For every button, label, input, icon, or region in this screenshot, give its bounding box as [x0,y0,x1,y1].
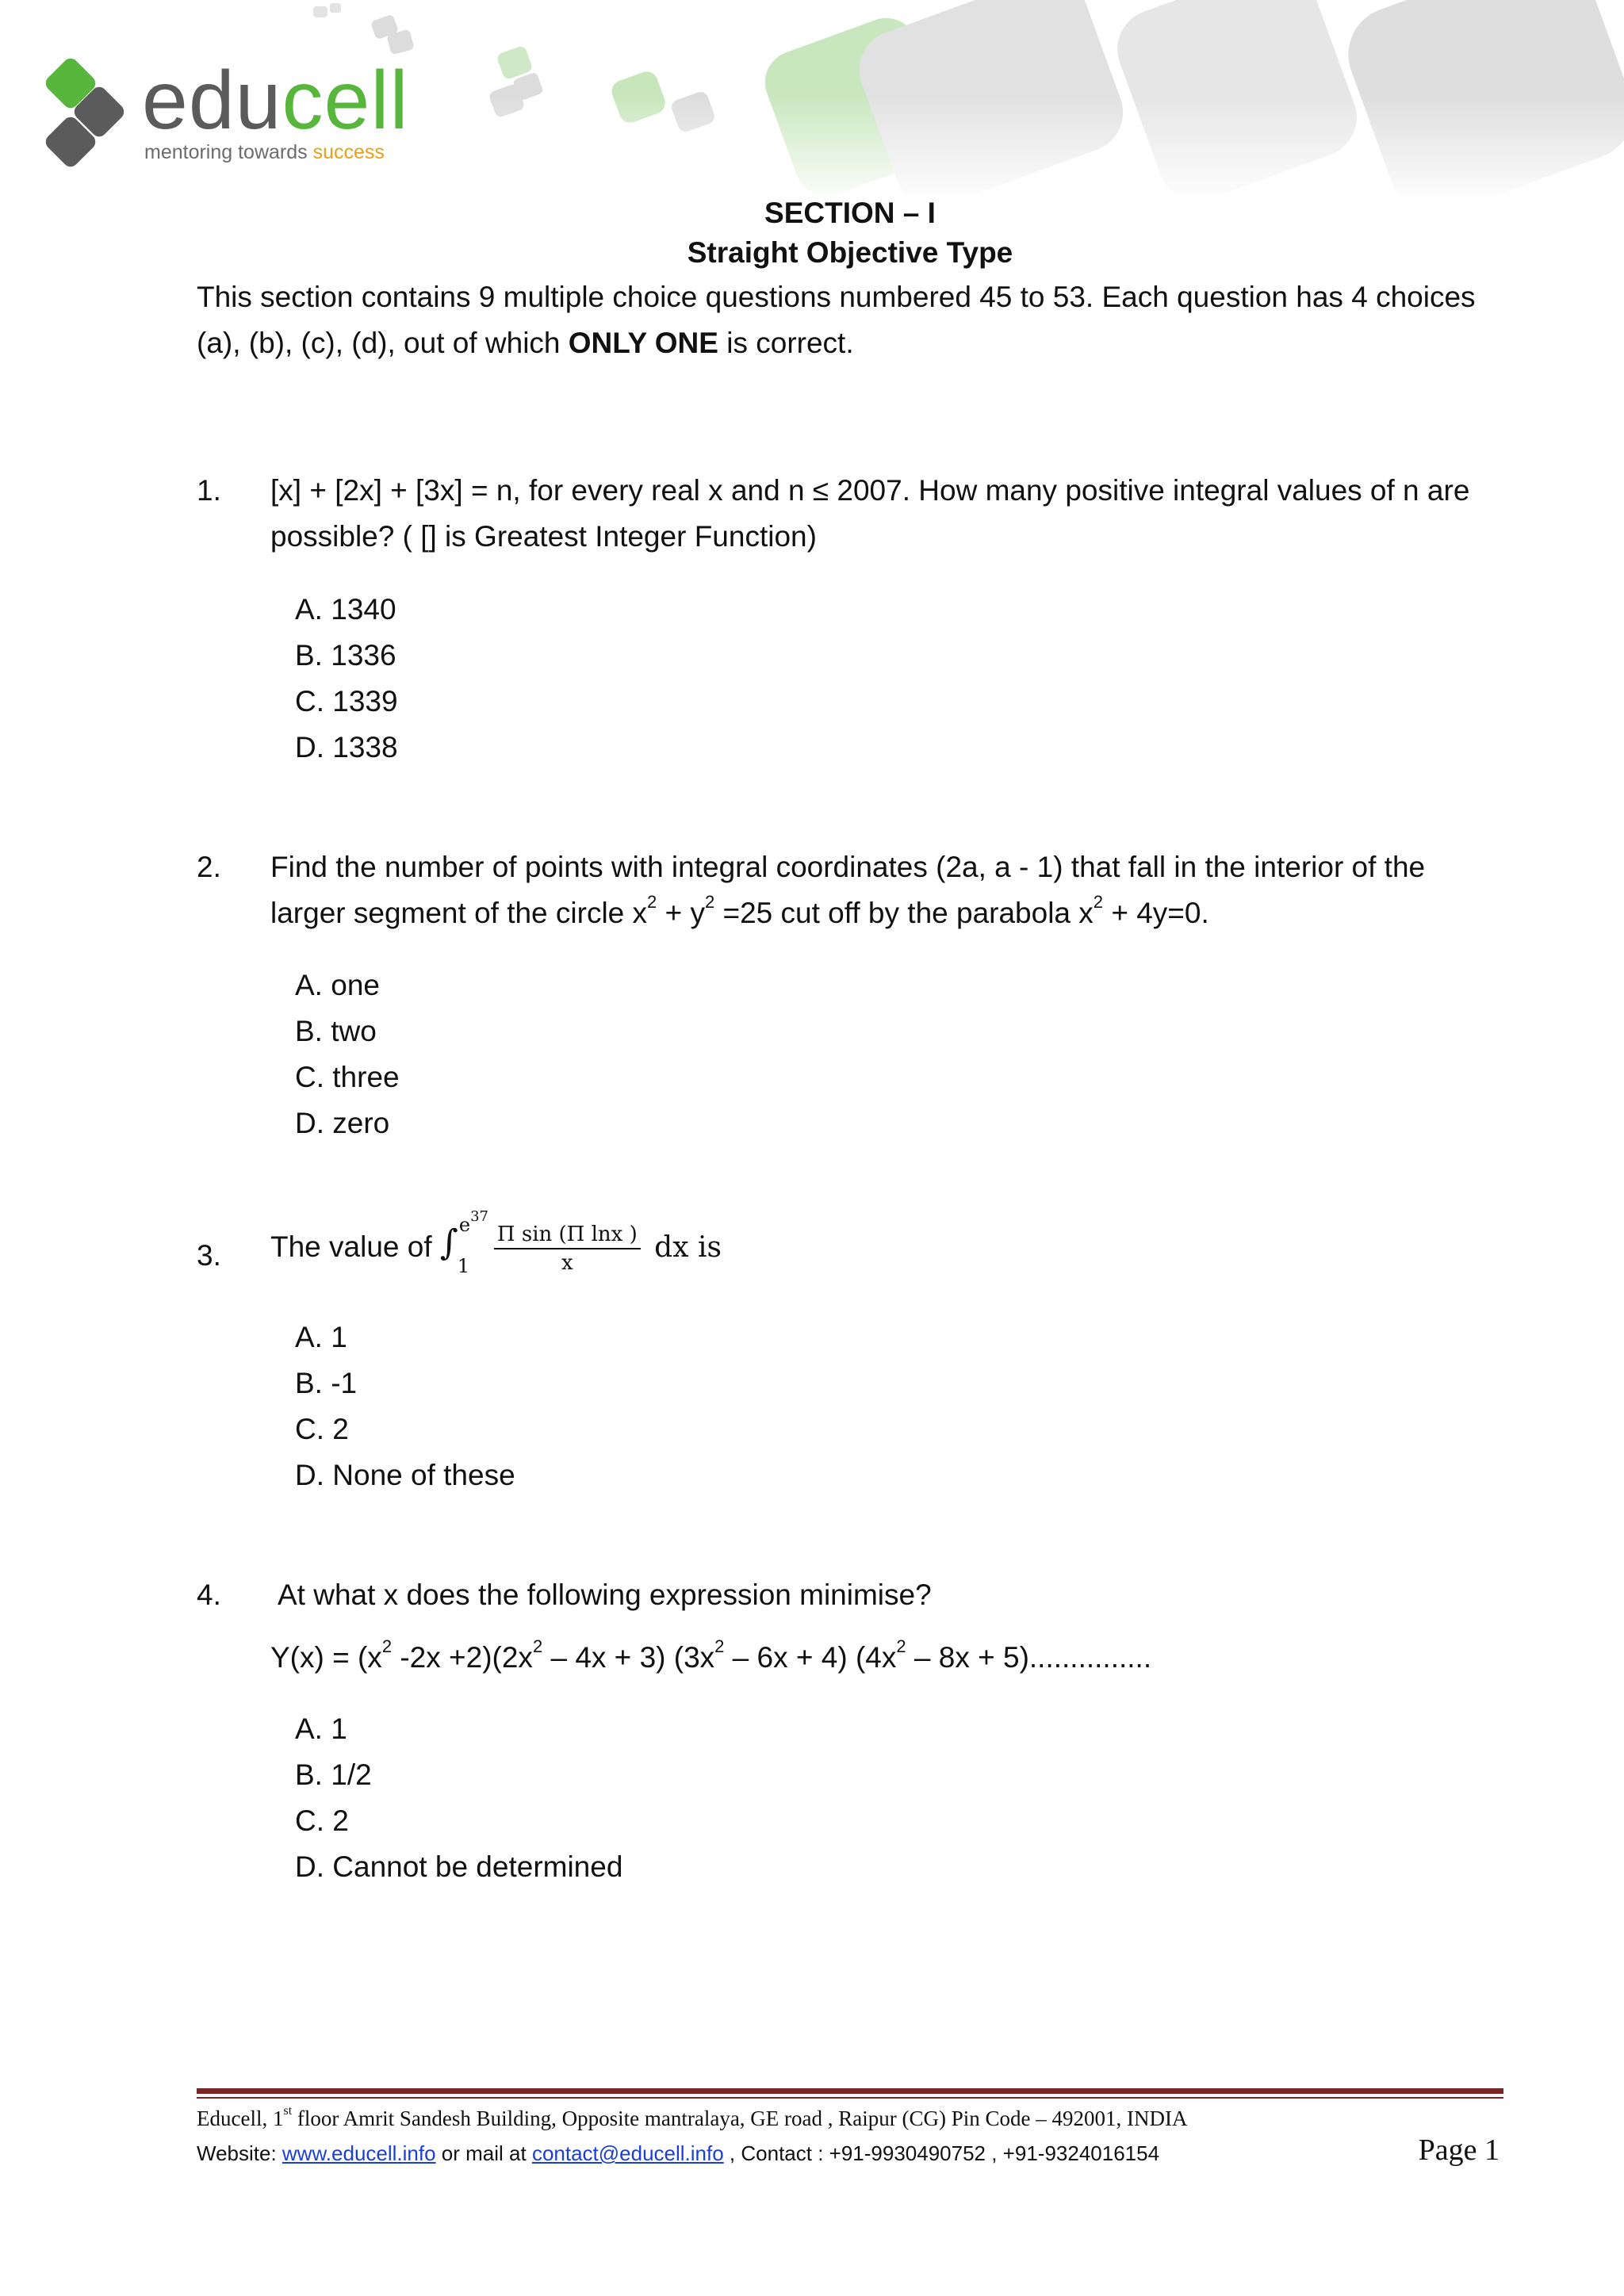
email-link[interactable]: contact@educell.info [531,2141,724,2165]
option-c: C. 2 [295,1413,349,1445]
option-b: B. two [295,1015,377,1047]
website-link[interactable]: www.educell.info [282,2141,436,2165]
footer-contact: Website: www.educell.info or mail at contact@educell.info , Contact : +91-9930490752 , +91-9324016154 [197,2141,1160,2165]
option-a: A. 1340 [295,593,396,626]
question-number: 4. [197,1578,221,1611]
logo-tagline: mentoring towards success [144,141,385,163]
option-a: A. 1 [295,1321,347,1353]
option-a: A. one [295,969,380,1001]
question-text-line2: possible? ( [] is Greatest Integer Function) [270,520,817,553]
option-d: D. zero [295,1107,390,1139]
option-a: A. 1 [295,1712,347,1745]
option-d: D. 1338 [295,731,398,763]
footer-rule [197,2088,1503,2094]
option-d: D. Cannot be determined [295,1850,623,1883]
question-text: The value of ∫ $e^{37}$ 1 $\frac{\text{Π sin (Π lnx )}}{x}$ dx is [270,1217,1507,1280]
logo-mark-icon [35,57,138,184]
option-b: B. 1336 [295,639,396,672]
option-b: B. -1 [295,1367,358,1399]
logo-wordmark: educell [142,55,409,147]
footer-rule-thin [197,2097,1503,2099]
question-text-line1: At what x does the following expression minimise? [278,1578,932,1611]
educell-logo [35,57,447,184]
section-intro-line2: (a), (b), (c), (d), out of which ONLY ONE is correct. [197,327,854,359]
option-c: C. three [295,1061,400,1093]
question-number: 3. [197,1239,221,1272]
page-number: Page 1 [1418,2133,1500,2167]
integral-sign: ∫ $e^{37}$ 1 [439,1208,489,1277]
question-text-line2: larger segment of the circle $x^2 + y^2 =25$ cut off by the parabola $x^2 + 4y=0$. [270,891,1209,929]
question-expression: $Y(x) = (x^2$ $-2x +2)(2x^2 - 4x + 3)$ $(3x^2 - 6x + 4)$ $(4x^2 - 8x + 5)$............... [270,1636,1152,1674]
question-text-line1: Find the number of points with integral coordinates (2a, a - 1) that fall in the interior of the [270,851,1426,883]
question-number: 2. [197,851,221,883]
option-b: B. 1/2 [295,1758,372,1791]
section-intro-line1: This section contains 9 multiple choice questions numbered 45 to 53. Each question has 4 choices [197,281,1476,313]
question-text-line1: [x] + [2x] + [3x] = n, for every real x and n ≤ 2007. How many positive integral values of n are [270,474,1470,507]
option-c: C. 1339 [295,685,398,718]
option-c: C. 2 [295,1804,349,1837]
option-d: D. None of these [295,1459,515,1491]
section-title: SECTION – I [764,197,936,229]
footer-address: Educell, 1st floor Amrit Sandesh Building, Opposite mantralaya, GE road , Raipur (CG) Pin Code – 492001, INDIA [197,2104,1188,2130]
integrand-fraction: $\frac{\text{Π sin (Π lnx )}}{x}$ [494,1221,641,1276]
section-subtitle: Straight Objective Type [687,236,1013,269]
question-number: 1. [197,474,221,507]
